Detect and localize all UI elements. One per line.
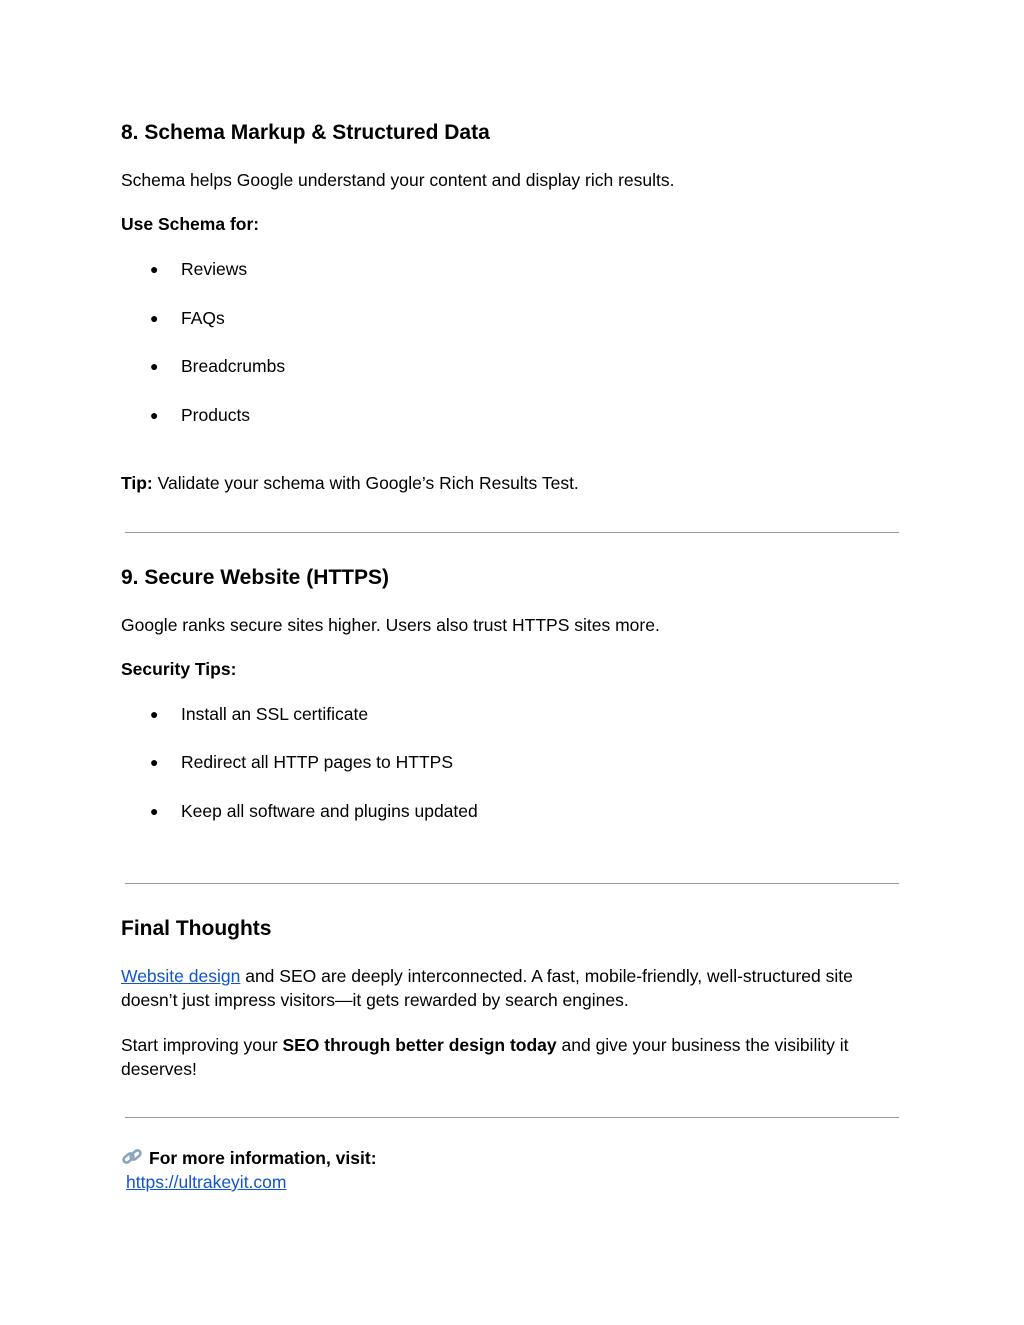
tip-text: Validate your schema with Google’s Rich Results Test. [152,473,579,493]
website-design-link[interactable]: Website design [121,966,241,986]
bullet-glyph: ● [150,261,159,277]
list-item-text: Reviews [181,259,248,279]
bullet-glyph: ● [150,358,159,374]
divider [125,883,899,884]
final-paragraph-2-line-2: deserves! [121,1059,197,1079]
bullet-glyph: ● [150,803,159,819]
list-item-text: Products [181,405,251,425]
divider [125,1117,899,1118]
final-paragraph-1-line-1 [121,964,853,988]
schema-list-title: Use Schema for: [121,214,260,234]
list-item-text: Install an SSL certificate [181,704,369,724]
ultrakeyit-link[interactable]: https://ultrakeyit.com [126,1172,287,1192]
bullet-glyph: ● [150,407,159,423]
list-item-text: Keep all software and plugins updated [181,801,478,821]
secure-intro: Google ranks secure sites higher. Users also trust HTTPS sites more. [121,615,660,635]
secure-heading: 9. Secure Website (HTTPS) [121,566,390,589]
final-p2-start: Start improving your [121,1035,283,1055]
bullet-glyph: ● [150,706,159,722]
final-heading: Final Thoughts [121,917,272,940]
more-info-label: For more information, visit: [149,1148,377,1168]
list-item-text: Redirect all HTTP pages to HTTPS [181,752,453,772]
tip-label: Tip: [121,473,153,493]
schema-intro: Schema helps Google understand your content and display rich results. [121,170,675,190]
link-icon [121,1147,143,1167]
final-p1-text: and SEO are deeply interconnected. A fast, mobile-friendly, well-structured site [240,966,853,986]
list-item-text: FAQs [181,308,225,328]
final-paragraph-2-line-1 [121,1033,848,1057]
final-p2-rest: and give your business the visibility it [556,1035,849,1055]
more-info-url-line [126,1170,286,1194]
schema-tip [121,471,579,495]
final-paragraph-1-line-2: doesn’t just impress visitors—it gets rewarded by search engines. [121,990,629,1010]
final-p2-bold: SEO through better design today [282,1035,557,1055]
more-info-line [121,1146,377,1170]
divider [125,532,899,533]
list-item-text: Breadcrumbs [181,356,286,376]
bullet-glyph: ● [150,754,159,770]
secure-list-title: Security Tips: [121,659,237,679]
schema-heading: 8. Schema Markup & Structured Data [121,121,490,144]
bullet-glyph: ● [150,310,159,326]
